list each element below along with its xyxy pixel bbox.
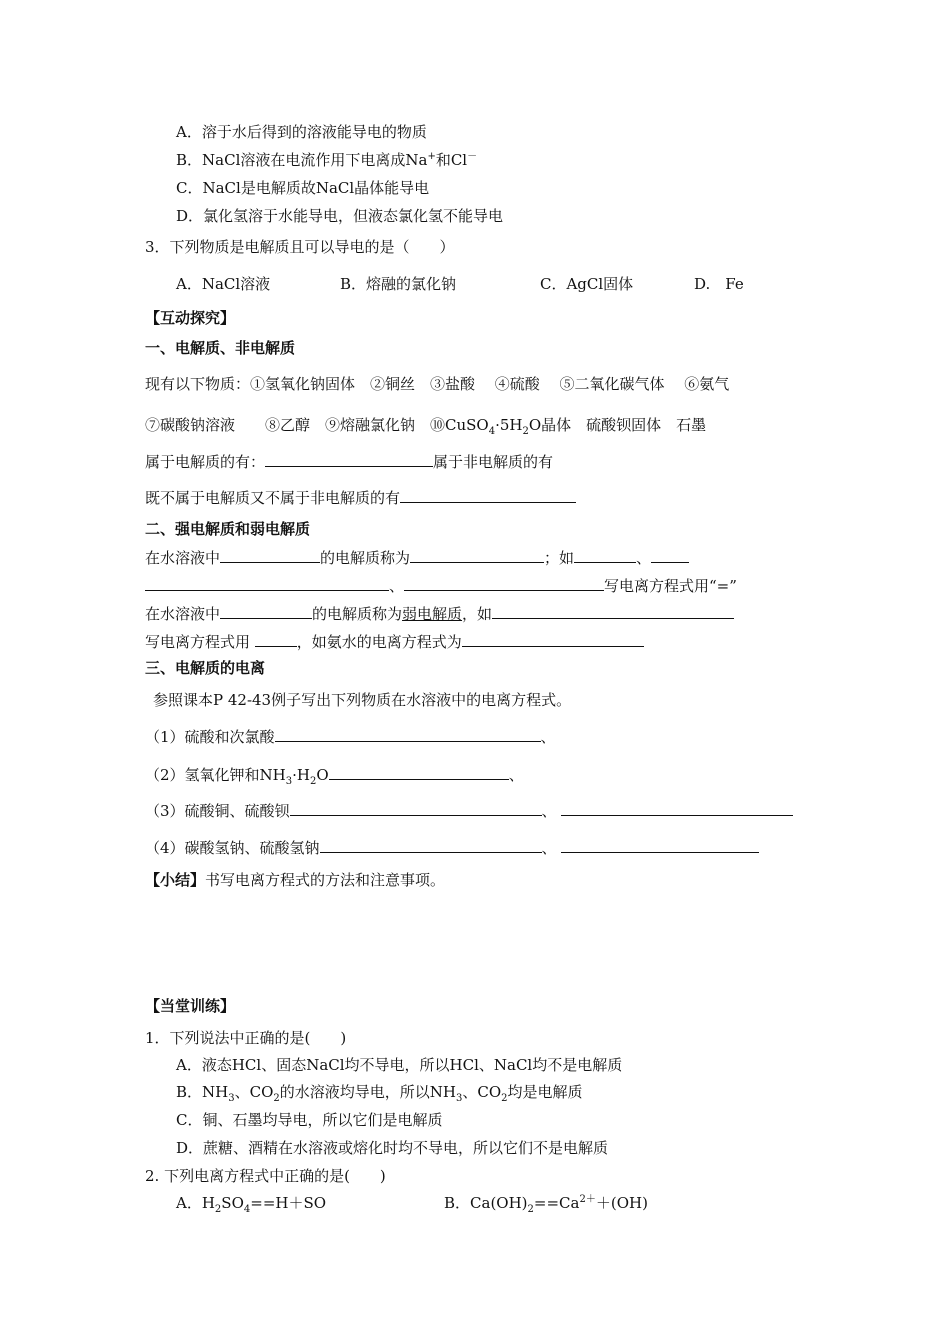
answer-blank[interactable] [462,631,644,647]
answer-blank[interactable] [275,726,541,742]
answer-blank[interactable] [404,575,604,591]
answer-blank[interactable] [561,837,759,853]
section-2-title: 二、强电解质和弱电解质 [145,520,311,538]
strong-electrolyte-line-2: 、 写电离方程式用“=” [145,575,737,596]
answer-blank[interactable] [574,547,636,563]
answer-blank[interactable] [255,631,297,647]
question-3-stem: 3．下列物质是电解质且可以导电的是（ ） [145,238,455,256]
neither-question: 既不属于电解质又不属于非电解质的有 [145,487,576,508]
q3-option-c: C．AgCl固体 [540,275,634,293]
section-1-title: 一、电解质、非电解质 [145,339,296,357]
inquiry-heading: 【互动探究】 [145,309,236,327]
answer-blank[interactable] [220,603,312,619]
option-c: C．NaCl是电解质故NaCl晶体能导电 [176,179,430,197]
exercise-3: （3）硫酸铜、硫酸钡 、 [145,800,793,821]
answer-blank[interactable] [561,800,793,816]
answer-blank[interactable] [290,800,542,816]
training-q1-stem: 1．下列说法中正确的是( ) [145,1029,347,1047]
training-q2-option-b: B．$Ca(OH)_2==Ca^{2+}+(OH)$ [444,1194,648,1215]
strong-electrolyte-line: 在水溶液中 的电解质称为 ；如 、 [145,547,689,568]
section-3-intro: 参照课本P 42-43例子写出下列物质在水溶液中的电离方程式。 [153,691,572,709]
answer-blank[interactable] [265,451,433,467]
training-q1-option-b: B．$NH_3$、$CO_2$的水溶液均导电，所以$NH_3$、$CO_2$均是电解质 [176,1083,583,1104]
section-3-title: 三、电解质的电离 [145,659,266,677]
summary: 【小结】书写电离方程式的方法和注意事项。 [145,871,446,889]
exercise-4: （4）碳酸氢钠、硫酸氢钠 、 [145,837,759,858]
option-d: D．氯化氢溶于水能导电，但液态氯化氢不能导电 [176,207,504,225]
training-q1-option-d: D．蔗糖、酒精在水溶液或熔化时均不导电，所以它们不是电解质 [176,1139,609,1157]
substance-list-1: 现有以下物质：①氢氧化钠固体 ②铜丝 ③盐酸 ④硫酸 ⑤二氧化碳气体 ⑥氨气 [145,375,730,393]
weak-electrolyte-line-2: 写电离方程式用 ，如氨水的电离方程式为 [145,631,644,652]
training-q2-stem: 2. 下列电离方程式中正确的是( ) [145,1167,386,1185]
training-heading: 【当堂训练】 [145,997,236,1015]
weak-electrolyte-line: 在水溶液中 的电解质称为弱电解质，如 [145,603,734,624]
answer-blank[interactable] [410,547,544,563]
electrolyte-question: 属于电解质的有： 属于非电解质的有 [145,453,554,471]
q3-option-a: A．NaCl溶液 [176,275,271,293]
q3-option-d: D. Fe [694,275,744,293]
answer-blank[interactable] [400,487,576,503]
exercise-2: （2）氢氧化钾和$NH_3\cdot H_2O$ 、 [145,766,524,787]
training-q2-option-a: A．$H_2SO_4==H+SO$ [176,1194,327,1215]
option-a: A．溶于水后得到的溶液能导电的物质 [176,123,427,141]
answer-blank[interactable] [220,547,320,563]
exercise-1: （1）硫酸和次氯酸 、 [145,728,556,746]
q3-option-b: B．熔融的氯化钠 [340,275,457,293]
training-q1-option-a: A．液态HCl、固态NaCl均不导电，所以HCl、NaCl均不是电解质 [176,1056,623,1074]
answer-blank[interactable] [320,837,542,853]
answer-blank[interactable] [492,603,734,619]
answer-blank[interactable] [651,547,689,563]
answer-blank[interactable] [329,764,509,780]
substance-list-2: ⑦碳酸钠溶液 ⑧乙醇 ⑨熔融氯化钠 $⑩CuSO_4\cdot 5H_2O$晶体 硫酸钡固体 石墨 [145,416,707,437]
answer-blank[interactable] [145,575,389,591]
option-b: B．NaCl溶液在电流作用下电离成Na+和Cl－ [176,151,478,169]
training-q1-option-c: C．铜、石墨均导电，所以它们是电解质 [176,1111,443,1129]
